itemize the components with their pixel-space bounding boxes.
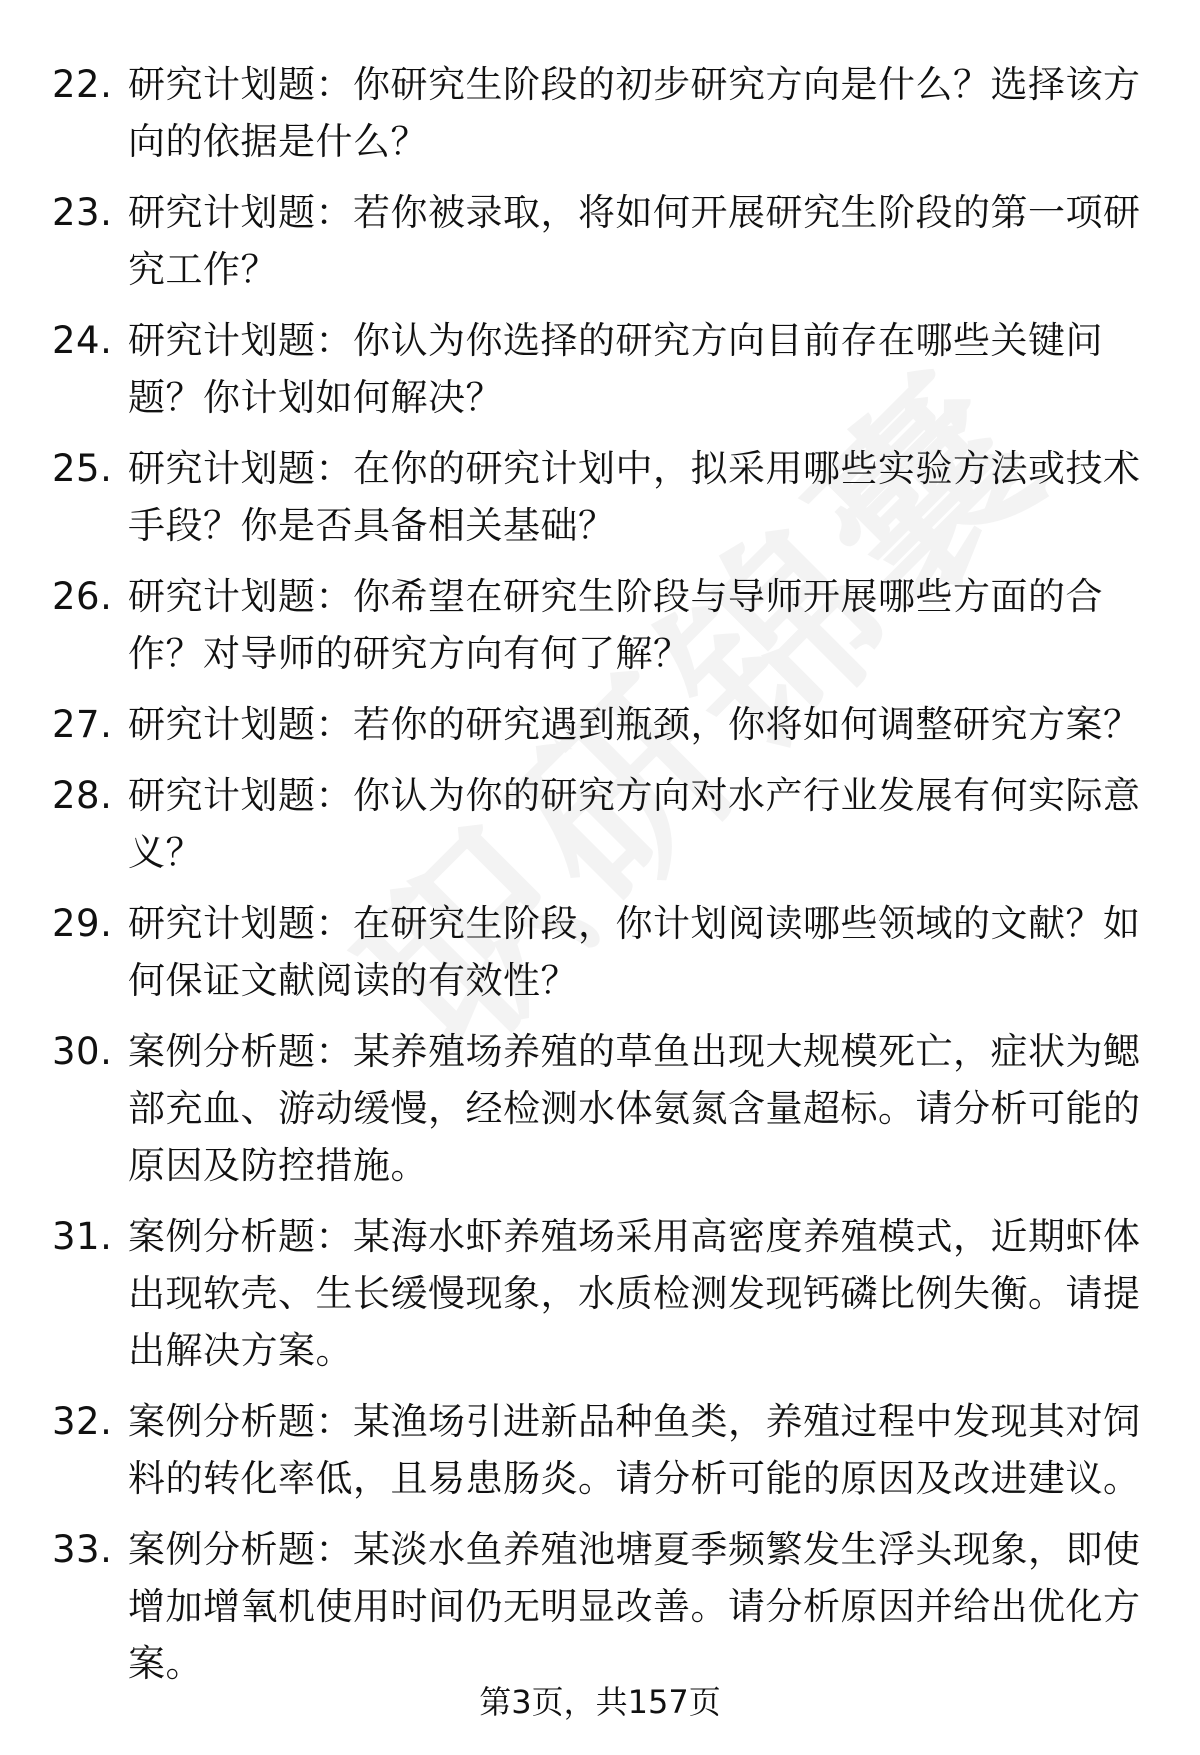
question-number: 24. xyxy=(52,319,113,362)
question-text: 研究计划题：你认为你的研究方向对水产行业发展有何实际意义？ xyxy=(128,774,1141,874)
question-item xyxy=(52,568,1152,682)
question-number: 33. xyxy=(52,1528,113,1571)
question-text: 案例分析题：某渔场引进新品种鱼类，养殖过程中发现其对饲料的转化率低，且易患肠炎。请分析可能的原因及改进建议。 xyxy=(128,1400,1141,1500)
question-text: 案例分析题：某淡水鱼养殖池塘夏季频繁发生浮头现象，即使增加增氧机使用时间仍无明显改善。请分析原因并给出优化方案。 xyxy=(128,1528,1141,1685)
question-item xyxy=(52,1023,1152,1194)
question-item xyxy=(52,1521,1152,1692)
page-footer: 第3页，共157页 xyxy=(479,1683,721,1721)
question-item xyxy=(52,440,1152,554)
question-item xyxy=(52,312,1152,426)
question-number: 23. xyxy=(52,191,113,234)
question-number: 28. xyxy=(52,774,113,817)
question-number: 30. xyxy=(52,1030,113,1073)
question-text: 研究计划题：在研究生阶段，你计划阅读哪些领域的文献？如何保证文献阅读的有效性？ xyxy=(128,902,1141,1002)
question-number: 29. xyxy=(52,902,113,945)
question-item xyxy=(52,56,1152,170)
question-item xyxy=(52,1393,1152,1507)
question-item xyxy=(52,696,1152,753)
question-text: 研究计划题：若你被录取，将如何开展研究生阶段的第一项研究工作？ xyxy=(128,191,1141,291)
question-item xyxy=(52,895,1152,1009)
question-text: 研究计划题：你研究生阶段的初步研究方向是什么？选择该方向的依据是什么？ xyxy=(128,63,1141,163)
question-number: 31. xyxy=(52,1215,113,1258)
question-list xyxy=(52,56,1152,1706)
question-number: 27. xyxy=(52,703,113,746)
question-text: 研究计划题：若你的研究遇到瓶颈，你将如何调整研究方案？ xyxy=(128,703,1141,746)
question-number: 32. xyxy=(52,1400,113,1443)
question-item xyxy=(52,184,1152,298)
question-text: 研究计划题：你认为你选择的研究方向目前存在哪些关键问题？你计划如何解决？ xyxy=(128,319,1103,419)
question-text: 研究计划题：在你的研究计划中，拟采用哪些实验方法或技术手段？你是否具备相关基础？ xyxy=(128,447,1141,547)
question-text: 研究计划题：你希望在研究生阶段与导师开展哪些方面的合作？对导师的研究方向有何了解？ xyxy=(128,575,1103,675)
question-number: 26. xyxy=(52,575,113,618)
question-text: 案例分析题：某海水虾养殖场采用高密度养殖模式，近期虾体出现软壳、生长缓慢现象，水质检测发现钙磷比例失衡。请提出解决方案。 xyxy=(128,1215,1141,1372)
question-item xyxy=(52,767,1152,881)
question-text: 案例分析题：某养殖场养殖的草鱼出现大规模死亡，症状为鳃部充血、游动缓慢，经检测水体氨氮含量超标。请分析可能的原因及防控措施。 xyxy=(128,1030,1141,1187)
question-number: 25. xyxy=(52,447,113,490)
question-item xyxy=(52,1208,1152,1379)
question-number: 22. xyxy=(52,63,113,106)
